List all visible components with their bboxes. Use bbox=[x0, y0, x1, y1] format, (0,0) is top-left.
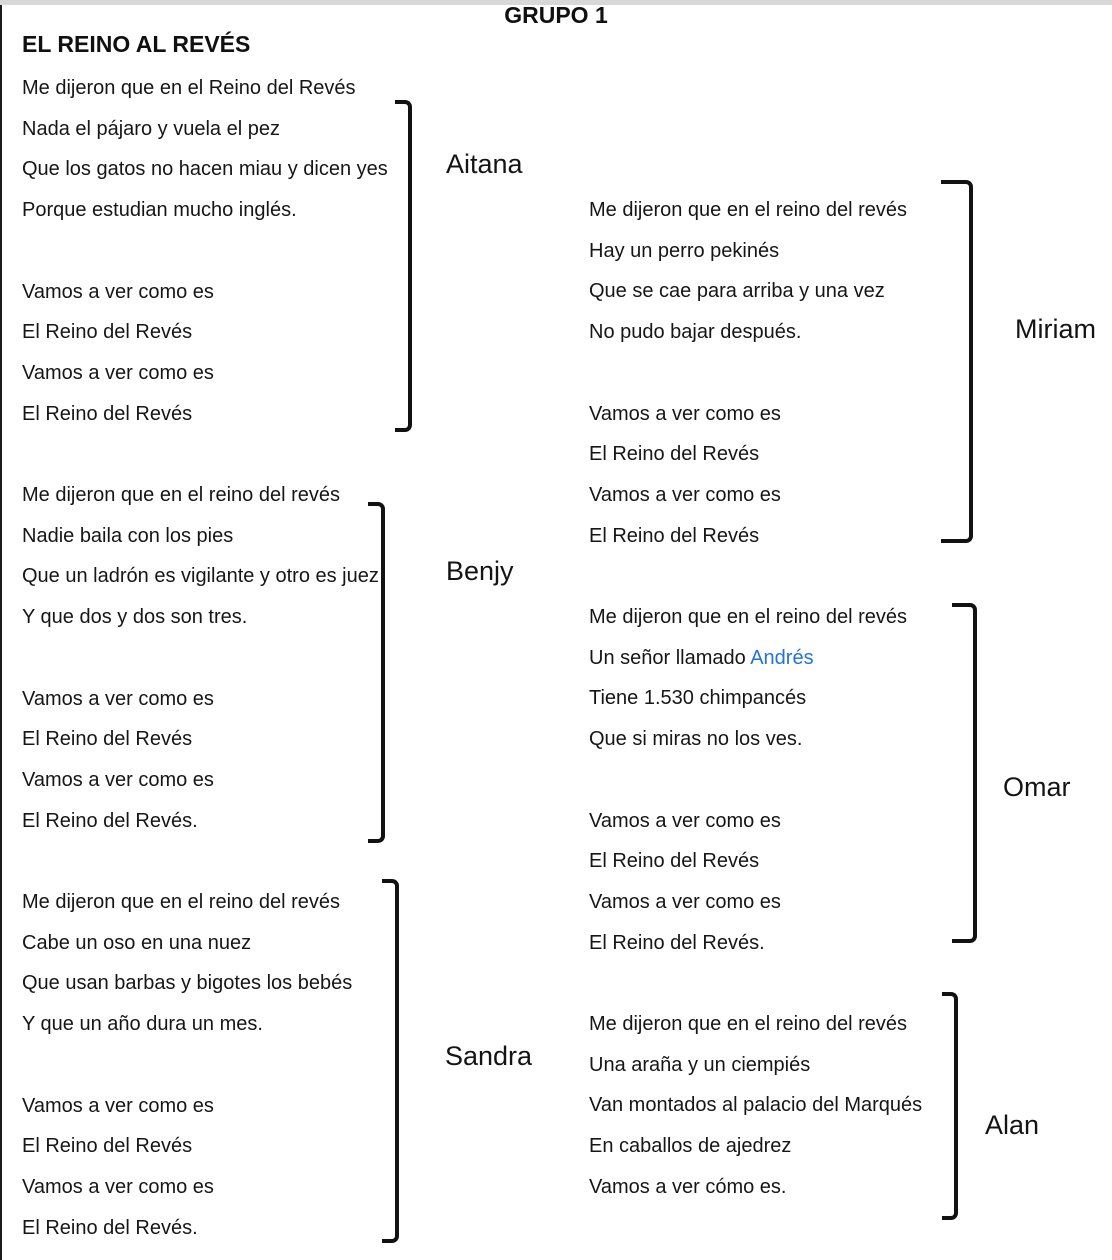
verse-line: Me dijeron que en el reino del revés bbox=[22, 891, 340, 914]
singer-bracket-miriam bbox=[941, 180, 973, 543]
verse-line: El Reino del Revés bbox=[589, 443, 760, 466]
singer-bracket-omar bbox=[952, 603, 977, 943]
verse-line: El Reino del Revés. bbox=[22, 809, 198, 832]
verse-line: Vamos a ver como es bbox=[22, 768, 214, 791]
group-title: GRUPO 1 bbox=[504, 2, 608, 28]
verse-line: Tiene 1.530 chimpancés bbox=[589, 687, 807, 710]
lyrics-column-right bbox=[589, 190, 922, 1208]
singer-label-sandra: Sandra bbox=[445, 1041, 533, 1071]
verse-line: Me dijeron que en el Reino del Revés bbox=[22, 77, 356, 99]
page-left-edge bbox=[0, 5, 2, 1260]
verse-line: Que los gatos no hacen miau y dicen yes bbox=[22, 158, 388, 181]
blank-line bbox=[589, 963, 922, 1004]
blank-line bbox=[589, 556, 922, 597]
verse-line: El Reino del Revés bbox=[22, 1135, 193, 1158]
verse-line: No pudo bajar después. bbox=[589, 321, 802, 344]
blank-line bbox=[22, 1045, 388, 1086]
song-title: EL REINO AL REVÉS bbox=[22, 31, 251, 57]
verse-line: Vamos a ver como es bbox=[22, 361, 214, 384]
verse-line: Que un ladrón es vigilante y otro es juez bbox=[22, 565, 379, 588]
verse-line: El Reino del Revés bbox=[589, 524, 760, 547]
blank-line bbox=[22, 231, 388, 272]
verse-line: Y que dos y dos son tres. bbox=[22, 606, 248, 629]
verse-line: Que usan barbas y bigotes los bebés bbox=[22, 972, 353, 995]
verse-line: Una araña y un ciempiés bbox=[589, 1053, 811, 1076]
blank-line bbox=[22, 638, 388, 679]
verse-line: Vamos a ver como es bbox=[589, 890, 781, 913]
blank-line bbox=[22, 841, 388, 882]
verse-line: Nada el pájaro y vuela el pez bbox=[22, 117, 280, 140]
blank-line bbox=[589, 760, 922, 801]
verse-line: Cabe un oso en una nuez bbox=[22, 931, 252, 954]
verse-line: El Reino del Revés. bbox=[589, 931, 765, 954]
verse-line: Vamos a ver como es bbox=[22, 280, 214, 303]
verse-line: El Reino del Revés bbox=[589, 850, 760, 873]
singer-label-omar: Omar bbox=[1003, 772, 1071, 802]
verse-line: Vamos a ver cómo es. bbox=[589, 1175, 787, 1198]
blank-line bbox=[589, 353, 922, 394]
highlighted-name: Andrés bbox=[750, 646, 814, 669]
verse-line: Me dijeron que en el reino del revés bbox=[589, 1013, 907, 1036]
verse-line: Y que un año dura un mes. bbox=[22, 1013, 263, 1036]
verse-line: Que se cae para arriba y una vez bbox=[589, 280, 885, 303]
verse-line: Me dijeron que en el reino del revés bbox=[589, 199, 907, 221]
verse-line: Van montados al palacio del Marqués bbox=[589, 1094, 923, 1117]
verse-line bbox=[589, 638, 922, 679]
verse-line: El Reino del Revés bbox=[22, 728, 193, 751]
singer-label-miriam: Miriam bbox=[1015, 314, 1096, 344]
verse-line: Nadie baila con los pies bbox=[22, 524, 234, 547]
singer-bracket-benjy bbox=[368, 502, 385, 843]
singer-label-aitana: Aitana bbox=[446, 149, 523, 179]
verse-line: Me dijeron que en el reino del revés bbox=[589, 606, 907, 629]
verse-line: En caballos de ajedrez bbox=[589, 1135, 792, 1158]
verse-line: Porque estudian mucho inglés. bbox=[22, 199, 297, 222]
verse-line: Que si miras no los ves. bbox=[589, 728, 803, 751]
verse-line: Vamos a ver como es bbox=[22, 1094, 214, 1117]
singer-label-alan: Alan bbox=[985, 1110, 1040, 1140]
verse-line: Me dijeron que en el reino del revés bbox=[22, 484, 340, 507]
verse-line: Vamos a ver como es bbox=[22, 1175, 214, 1198]
lyrics-column-left bbox=[22, 68, 388, 1248]
singer-label-benjy: Benjy bbox=[446, 556, 514, 586]
verse-line: Vamos a ver como es bbox=[589, 402, 781, 425]
verse-line: El Reino del Revés bbox=[22, 402, 193, 425]
verse-line: El Reino del Revés. bbox=[22, 1216, 198, 1239]
verse-text: Un señor llamado bbox=[589, 646, 751, 669]
verse-line: Vamos a ver como es bbox=[22, 687, 214, 710]
verse-line: Hay un perro pekinés bbox=[589, 239, 780, 262]
singer-bracket-sandra bbox=[382, 879, 399, 1243]
verse-line: El Reino del Revés bbox=[22, 321, 193, 344]
verse-line: Vamos a ver como es bbox=[589, 483, 781, 506]
verse-line: Vamos a ver como es bbox=[589, 809, 781, 832]
singer-bracket-aitana bbox=[395, 100, 412, 432]
blank-line bbox=[22, 434, 388, 475]
singer-bracket-alan bbox=[942, 992, 958, 1220]
